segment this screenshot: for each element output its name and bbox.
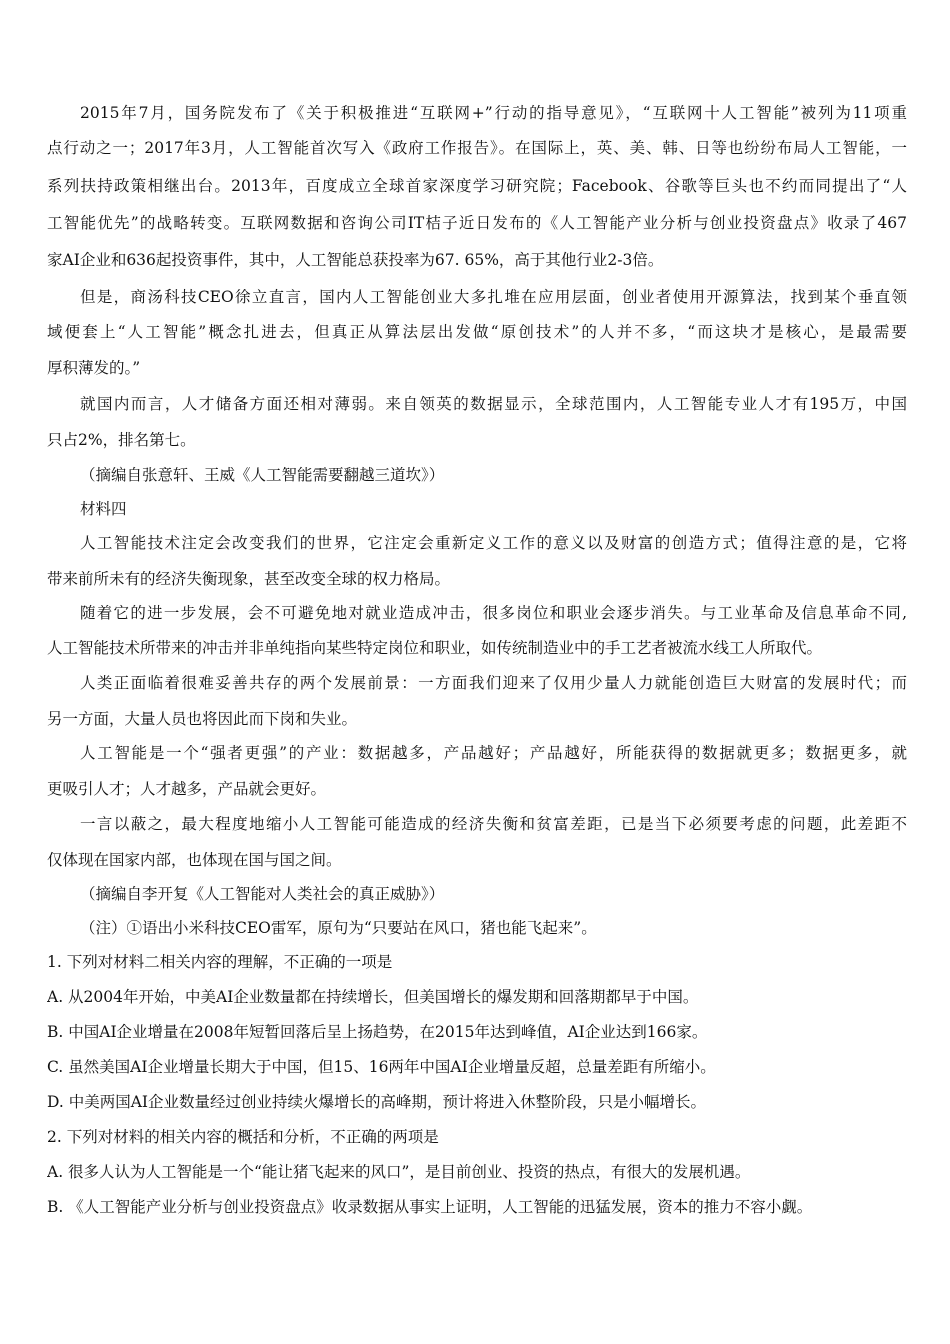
paragraph-8-line-1: 一言以蔽之，最大程度地缩小人工智能可能造成的经济失衡和贫富差距，已是当下必须要考虑的问题，此差距不 <box>80 815 907 833</box>
paragraph-5-line-2: 人工智能技术所带来的冲击并非单纯指向某些特定岗位和职业，如传统制造业中的手工艺者被流水线工人所取代。 <box>47 639 823 657</box>
paragraph-1-line-3: 系列扶持政策相继出台。2013年，百度成立全球首家深度学习研究院；Facebook、谷歌等巨头也不约而同提出了“人 <box>47 177 907 195</box>
source-citation-1: （摘编自张意轩、王威《人工智能需要翻越三道坎》） <box>80 466 445 484</box>
paragraph-4-line-2: 带来前所未有的经济失衡现象，甚至改变全球的权力格局。 <box>47 570 451 588</box>
paragraph-2-line-1: 但是，商汤科技CEO徐立直言，国内人工智能创业大多扎堆在应用层面，创业者使用开源算法，找到某个垂直领 <box>80 288 907 306</box>
paragraph-1-line-2: 点行动之一；2017年3月，人工智能首次写入《政府工作报告》。在国际上，英、美、韩、日等也纷纷布局人工智能，一 <box>47 139 907 157</box>
material-4-heading: 材料四 <box>80 500 127 518</box>
paragraph-1-line-4: 工智能优先”的战略转变。互联网数据和咨询公司IT桔子近日发布的《人工智能产业分析与创业投资盘点》收录了467 <box>47 214 907 232</box>
question-1-option-b: B. 中国AI企业增量在2008年短暂回落后呈上扬趋势，在2015年达到峰值，AI企业达到166家。 <box>47 1023 708 1041</box>
paragraph-3-line-2: 只占2%，排名第七。 <box>47 431 196 449</box>
question-1-option-c: C. 虽然美国AI企业增量长期大于中国，但15、16两年中国AI企业增量反超，总量差距有所缩小。 <box>47 1058 716 1076</box>
question-1-option-a: A. 从2004年开始，中美AI企业数量都在持续增长，但美国增长的爆发期和回落期都早于中国。 <box>47 988 699 1006</box>
question-1-option-d: D. 中美两国AI企业数量经过创业持续火爆增长的高峰期，预计将进入休整阶段，只是小幅增长。 <box>47 1093 707 1111</box>
paragraph-2-line-2: 域便套上“人工智能”概念扎进去，但真正从算法层出发做“原创技术”的人并不多，“而这块才是核心，是最需要 <box>47 323 907 341</box>
paragraph-7-line-1: 人工智能是一个“强者更强”的产业：数据越多，产品越好；产品越好，所能获得的数据就更多；数据更多，就 <box>80 744 907 762</box>
footnote: （注）①语出小米科技CEO雷军，原句为“只要站在风口，猪也能飞起来”。 <box>80 919 597 937</box>
question-1-stem: 1. 下列对材料二相关内容的理解，不正确的一项是 <box>47 953 393 971</box>
paragraph-6-line-1: 人类正面临着很难妥善共存的两个发展前景：一方面我们迎来了仅用少量人力就能创造巨大财富的发展时代；而 <box>80 674 907 692</box>
paragraph-4-line-1: 人工智能技术注定会改变我们的世界，它注定会重新定义工作的意义以及财富的创造方式；值得注意的是，它将 <box>80 534 907 552</box>
paragraph-5-line-1: 随着它的进一步发展，会不可避免地对就业造成冲击，很多岗位和职业会逐步消失。与工业革命及信息革命不同, <box>80 604 907 622</box>
paragraph-8-line-2: 仅体现在国家内部，也体现在国与国之间。 <box>47 851 342 869</box>
question-2-option-b: B. 《人工智能产业分析与创业投资盘点》收录数据从事实上证明，人工智能的迅猛发展，资本的推力不容小觑。 <box>47 1198 813 1216</box>
paragraph-3-line-1: 就国内而言，人才储备方面还相对薄弱。来自领英的数据显示，全球范围内，人工智能专业人才有195万，中国 <box>80 395 907 413</box>
question-2-option-a: A. 很多人认为人工智能是一个“能让猪飞起来的风口”，是目前创业、投资的热点，有很大的发展机遇。 <box>47 1163 751 1181</box>
paragraph-6-line-2: 另一方面，大量人员也将因此而下岗和失业。 <box>47 710 358 728</box>
source-citation-2: （摘编自李开复《人工智能对人类社会的真正威胁》） <box>80 885 445 903</box>
question-2-stem: 2. 下列对材料的相关内容的概括和分析，不正确的两项是 <box>47 1128 439 1146</box>
paragraph-1-line-5: 家AI企业和636起投资事件，其中，人工智能总获投率为67. 65%，高于其他行业2-3倍。 <box>47 251 664 269</box>
paragraph-7-line-2: 更吸引人才；人才越多，产品就会更好。 <box>47 780 327 798</box>
paragraph-1-line-1: 2015年7月，国务院发布了《关于积极推进“互联网+”行动的指导意见》，“互联网十人工智能”被列为11项重 <box>80 104 907 122</box>
paragraph-2-line-3: 厚积薄发的。” <box>47 359 141 377</box>
